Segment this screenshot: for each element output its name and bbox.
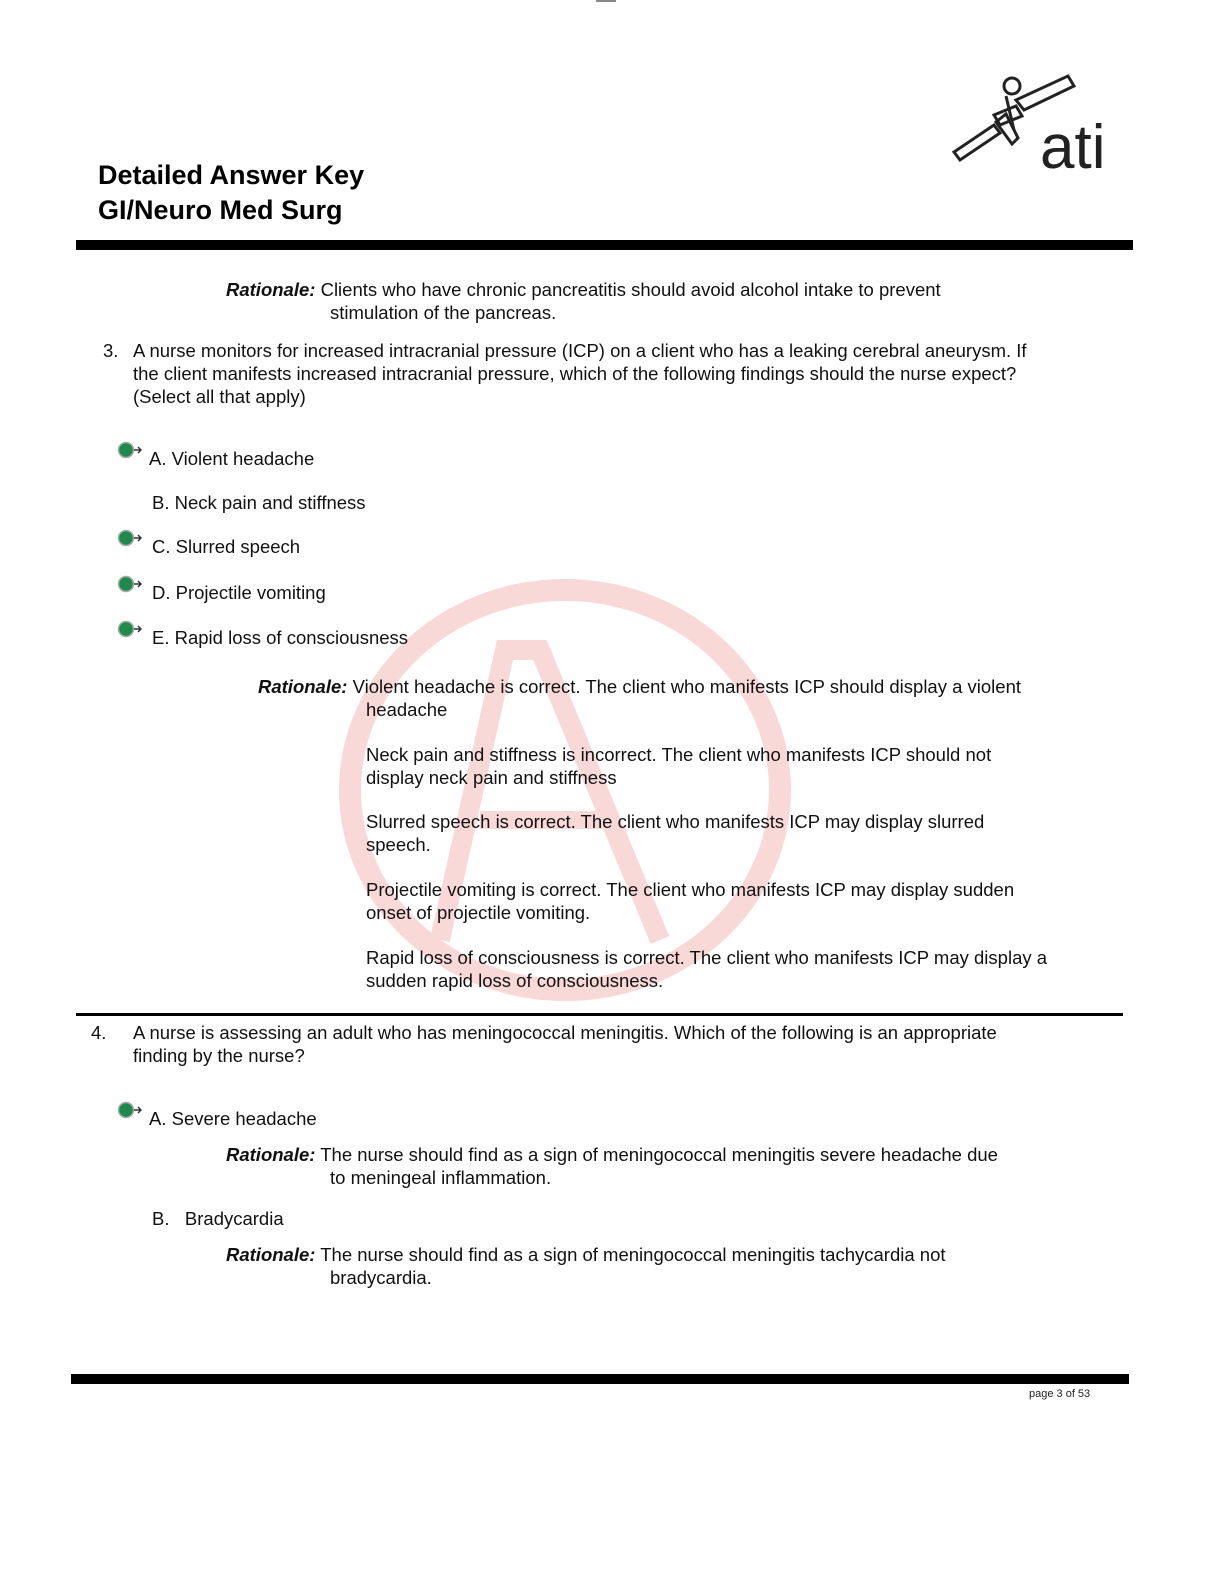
q3-stem-line-3: (Select all that apply) xyxy=(133,386,306,407)
ati-logo xyxy=(948,70,1123,175)
q3-rationale-5-line-1: Rapid loss of consciousness is correct. The client who manifests ICP may display a xyxy=(366,947,1048,968)
q4-option-b: B. Bradycardia xyxy=(152,1208,284,1229)
page-title xyxy=(98,158,364,228)
q3-number: 3. xyxy=(103,340,119,361)
q3-rationale-5-line-2: sudden rapid loss of consciousness. xyxy=(366,970,664,991)
q4-rationale-a-line-2: to meningeal inflammation. xyxy=(330,1167,552,1188)
q3-option-c: C. Slurred speech xyxy=(152,536,301,557)
q3-option-a: A. Violent headache xyxy=(149,448,315,469)
q3-rationale-1 xyxy=(258,675,1216,721)
q3-option-d: D. Projectile vomiting xyxy=(152,582,326,603)
q3-rationale-3-line-2: speech. xyxy=(366,834,431,855)
q3-rationale-3-line-1: Slurred speech is correct. The client who manifests ICP may display slurred xyxy=(366,811,985,832)
q3-rationale-1-line-2: headache xyxy=(366,699,448,720)
q4-option-a-marker xyxy=(116,1101,142,1124)
footer-rule xyxy=(71,1374,1129,1384)
q4-rationale-a xyxy=(226,1143,1190,1189)
q3-rationale-2-line-1: Neck pain and stiffness is incorrect. The client who manifests ICP should not xyxy=(366,744,992,765)
q3-stem-line-1: A nurse monitors for increased intracranial pressure (ICP) on a client who has a leaking cerebral aneurysm. If xyxy=(133,340,1027,361)
page-number: page 3 of 53 xyxy=(1029,1388,1091,1400)
ati-logo-text: ati xyxy=(1040,113,1106,175)
prev-rationale-line-2: stimulation of the pancreas. xyxy=(330,302,557,323)
q3-option-a-marker xyxy=(116,441,142,464)
q4-stem-line-1: A nurse is assessing an adult who has meningococcal meningitis. Which of the following is an appropriate xyxy=(133,1022,997,1043)
q3-rationale-2 xyxy=(366,743,1106,789)
q3-rationale-3 xyxy=(366,810,1106,856)
q4-rationale-b-line-2: bradycardia. xyxy=(330,1267,432,1288)
q3-stem-line-2: the client manifests increased intracranial pressure, which of the following findings should the nurse expect? xyxy=(133,363,1017,384)
title-line-2: GI/Neuro Med Surg xyxy=(98,195,343,225)
question-divider xyxy=(76,1013,1123,1016)
q3-rationale-5 xyxy=(366,946,1116,992)
q3-option-b: B. Neck pain and stiffness xyxy=(152,492,366,513)
rationale-label: Rationale: xyxy=(226,279,316,300)
q4-rationale-b-line-1: The nurse should find as a sign of meningococcal meningitis tachycardia not xyxy=(320,1244,946,1265)
q3-rationale-4-line-2: onset of projectile vomiting. xyxy=(366,902,591,923)
q3-rationale-4-line-1: Projectile vomiting is correct. The client who manifests ICP may display sudden xyxy=(366,879,1015,900)
rationale-label: Rationale: xyxy=(226,1144,316,1165)
prev-rationale xyxy=(226,278,1150,324)
q4-number: 4. xyxy=(91,1022,107,1043)
rationale-label: Rationale: xyxy=(226,1244,316,1265)
q3-option-d-marker xyxy=(116,575,142,598)
q3-option-e-marker xyxy=(116,620,142,643)
q4-rationale-b xyxy=(226,1243,1190,1289)
q3-option-e: E. Rapid loss of consciousness xyxy=(152,627,409,648)
q4-rationale-a-line-1: The nurse should find as a sign of meningococcal meningitis severe headache due xyxy=(320,1144,998,1165)
q4-stem xyxy=(133,1021,1113,1067)
prev-rationale-line-1: Clients who have chronic pancreatitis should avoid alcohol intake to prevent xyxy=(320,279,941,300)
q3-rationale-1-line-1: Violent headache is correct. The client who manifests ICP should display a violent xyxy=(352,676,1022,697)
q3-stem xyxy=(133,339,1113,408)
title-line-1: Detailed Answer Key xyxy=(98,160,365,190)
q3-rationale-4 xyxy=(366,878,1106,924)
q3-rationale-2-line-2: display neck pain and stiffness xyxy=(366,767,617,788)
top-mark xyxy=(596,0,616,2)
header-rule xyxy=(76,240,1133,250)
q3-option-c-marker xyxy=(116,529,142,552)
q4-option-a: A. Severe headache xyxy=(149,1108,317,1129)
q4-stem-line-2: finding by the nurse? xyxy=(133,1045,305,1066)
rationale-label: Rationale: xyxy=(258,676,348,697)
